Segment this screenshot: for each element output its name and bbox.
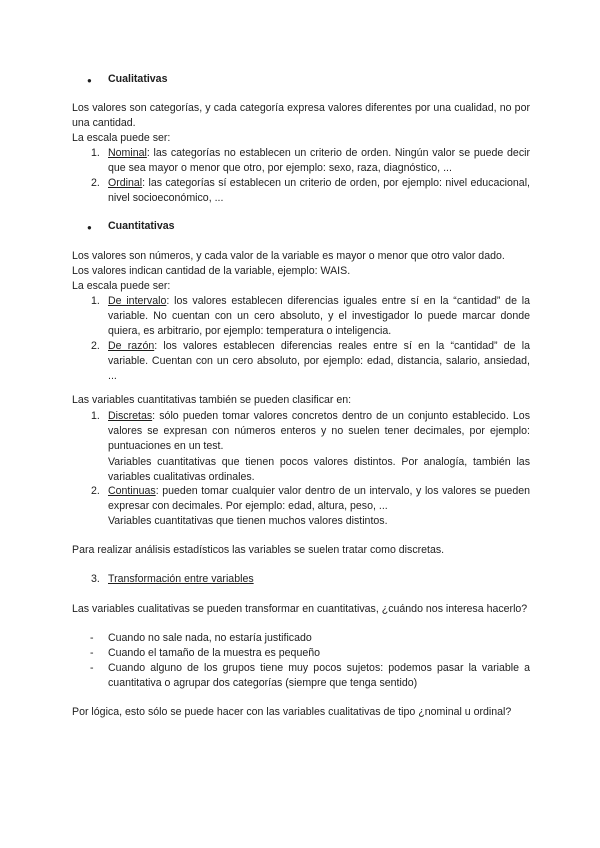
list-item-nominal: 1. Nominal: las categorías no establecen un criterio de orden. Ningún valor se puede decir que sea mayor o menor que otro, por ejemplo: sexo, raza, diagnóstico, ... (91, 147, 530, 175)
list-item-continuas: 2. Continuas: pueden tomar cualquier valor dentro de un intervalo, y los valores se pueden expresar con decimales. Por ejemplo: edad, altura, peso, ... Variables cuantitativas que tienen muchos valores distintos. (91, 485, 530, 528)
list-item-discretas: 1. Discretas: sólo pueden tomar valores concretos dentro de un conjunto establecido. Los valores se expresan con números enteros y no suelen tener decimales, por ejemplo: puntuaciones en un test. Variables cuantitativas que tienen pocos valores distintos. Por analogía, también las variables cualitativas ordinales. (91, 410, 530, 483)
nota-discretas: Para realizar análisis estadísticos las variables se suelen tratar como discretas. (72, 544, 445, 556)
term-intervalo: De intervalo (108, 295, 167, 307)
heading-cuantitativas: Cuantitativas (108, 220, 175, 232)
term-ordinal: Ordinal (108, 177, 143, 189)
cualitativas-intro: Los valores son categorías, y cada categoría expresa valores diferentes por una cualidad, no por una cantidad. (72, 102, 530, 130)
list-item-dash: - Cuando el tamaño de la muestra es pequeño (90, 647, 321, 659)
section-transformacion: 3. Transformación entre variables (91, 573, 254, 585)
term-continuas: Continuas (108, 485, 156, 497)
cualitativas-escala: La escala puede ser: (72, 132, 171, 144)
list-item-intervalo: 1. De intervalo: los valores establecen diferencias iguales entre sí en la “cantidad” de la variable. No cuentan con un cero absoluto, y el investigador lo puede marcar donde quiera, es arbitrario, por ejemplo: temperatura o inteligencia. (91, 295, 530, 338)
bullet-icon: ● (87, 223, 92, 232)
list-item-dash: - Cuando no sale nada, no estaría justificado (90, 632, 312, 644)
bullet-icon: ● (87, 76, 92, 85)
term-razon: De razón (108, 340, 155, 352)
term-nominal: Nominal (108, 147, 147, 159)
transformacion-pregunta: Las variables cualitativas se pueden transformar en cuantitativas, ¿cuándo nos interesa hacerlo? (72, 603, 528, 615)
list-item-dash: - Cuando alguno de los grupos tiene muy pocos sujetos: podemos pasar la variable a cuantitativa o agrupar dos categorías (siempre que tenga sentido) (90, 662, 530, 690)
term-discretas: Discretas (108, 410, 153, 422)
heading-transformacion: Transformación entre variables (108, 573, 254, 585)
list-item-razon: 2. De razón: los valores establecen diferencias reales entre sí en la “cantidad” de la variable. Cuentan con un cero absoluto, por ejemplo: edad, distancia, salario, ansiedad, ... (91, 340, 530, 383)
cuantitativas-intro: Los valores son números, y cada valor de la variable es mayor o menor que otro valor dado. Los valores indican cantidad de la variable, ejemplo: WAIS. La escala puede ser: (72, 250, 505, 293)
list-item-ordinal: 2. Ordinal: las categorías sí establecen un criterio de orden, por ejemplo: nivel educacional, nivel socioeconómico, ... (91, 177, 530, 205)
heading-cualitativas: Cualitativas (108, 73, 168, 85)
transformacion-final: Por lógica, esto sólo se puede hacer con las variables cualitativas de tipo ¿nominal u ordinal? (72, 706, 512, 718)
clasificar-text: Las variables cuantitativas también se pueden clasificar en: (72, 394, 352, 406)
